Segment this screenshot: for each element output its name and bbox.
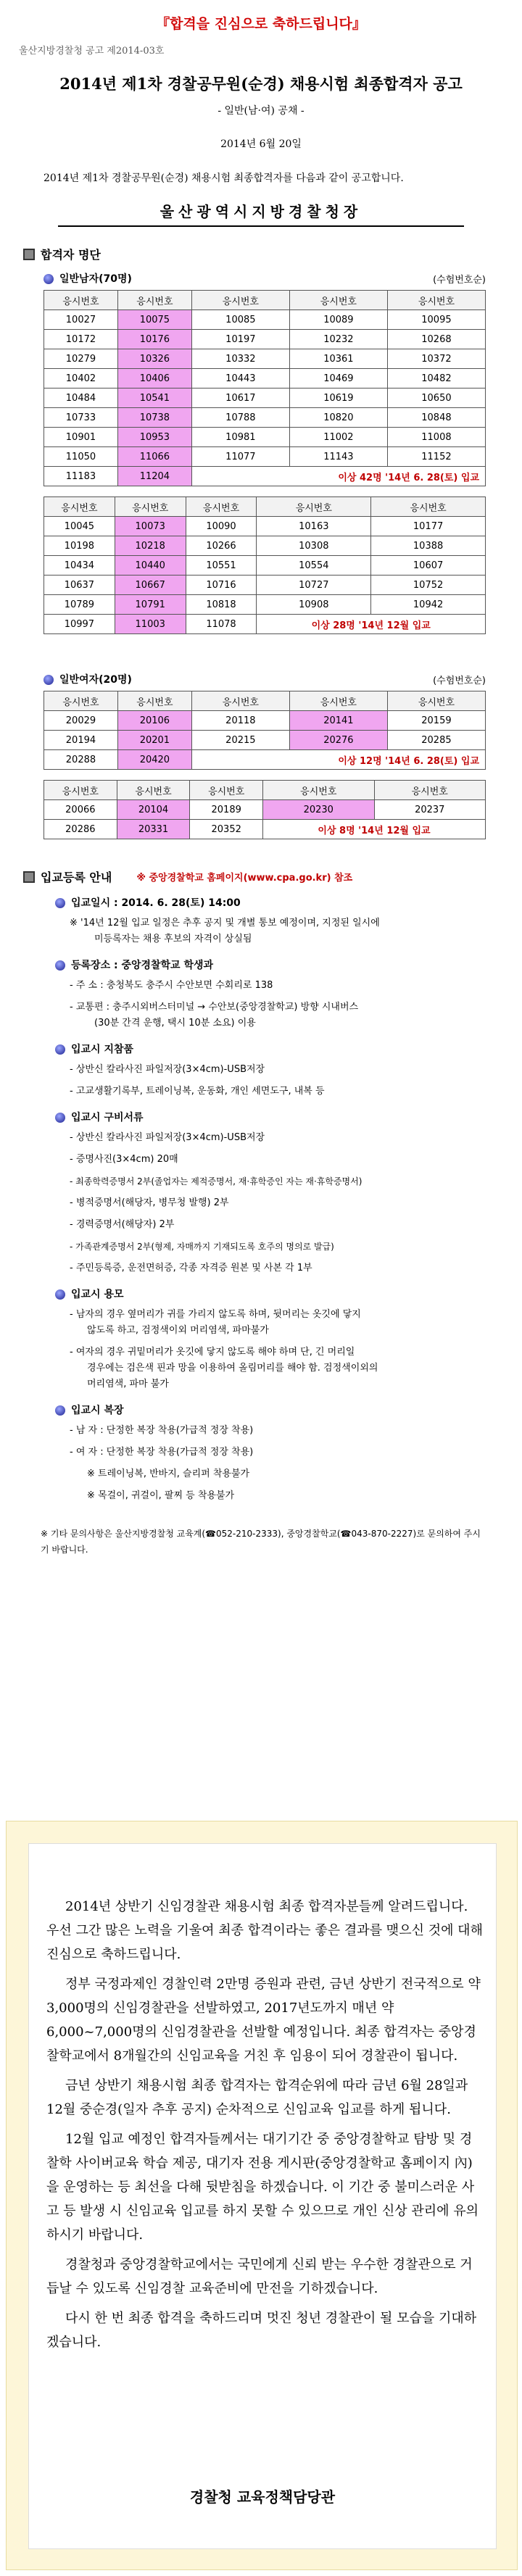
applicant-number-cell: 10027 [44,310,118,330]
applicant-number-cell: 20159 [387,711,485,731]
applicant-number-cell: 10440 [115,556,186,576]
letter-paper [28,1843,497,2549]
applicant-number-cell: 10176 [117,330,191,349]
column-header: 응시번호 [374,781,486,800]
dress-line: ※ 목걸이, 귀걸이, 팔찌 등 착용불가 [87,1490,235,1501]
document-number: 울산지방경찰청 공고 제2014-03호 [19,46,165,57]
docs-line: - 가족관계증명서 2부(형제, 자매까지 기재되도록 호주의 명의로 발급) [70,1242,334,1252]
checkbox-square-icon [23,249,35,260]
applicant-number-cell: 20331 [117,820,190,839]
applicant-number-cell: 10075 [117,310,191,330]
applicant-number-cell: 10942 [371,595,486,615]
applicant-number-cell: 10791 [115,595,186,615]
applicant-number-cell: 10218 [115,536,186,556]
applicant-number-cell: 10551 [186,556,257,576]
applicant-number-cell: 10788 [191,408,289,428]
applicant-number-cell: 10406 [117,369,191,389]
table-row [44,389,486,408]
blue-bullet-icon [44,274,54,284]
applicant-number-cell: 20141 [289,711,387,731]
applicant-number-cell: 10953 [117,428,191,447]
applicant-number-cell: 11143 [289,447,387,467]
hair-line: 않도록 하고, 검정색이외 머리염색, 파마불가 [87,1325,269,1336]
order-note: (수험번호순) [433,675,486,686]
male-subheading [44,271,486,286]
applicant-number-cell: 10617 [191,389,289,408]
applicant-number-cell: 10484 [44,389,118,408]
table-row [44,536,486,556]
applicant-number-cell: 11008 [387,428,485,447]
applicant-number-cell: 10073 [115,517,186,536]
section-title: 합격자 명단 [41,248,101,262]
letter-paragraph: 정부 국정과제인 경찰인력 2만명 증원과 관련, 금년 상반기 전국적으로 약 3,000명의 신임경찰관을 선발하였고, 2017년도까지 매년 약 6,000~7,000명의 신임경찰관을 선발할 예정입니다. 최종 합격자는 중앙경찰학교에서 8개월간의 신임교육을 거친 후 임용이 되어 경찰관이 됩니다. [46,1977,481,2064]
docs-line: - 병적증명서(해당자, 병무청 발행) 2부 [70,1197,229,1208]
applicant-number-cell: 20285 [387,731,485,750]
applicant-number-cell: 11077 [191,447,289,467]
column-header: 응시번호 [44,691,118,711]
entry-schedule-note: 이상 8명 '14년 12월 입교 [263,820,486,839]
hair-line: - 남자의 경우 옆머리가 귀를 가리지 않도록 하며, 뒷머리는 옷깃에 닿지 [70,1309,361,1320]
column-header: 응시번호 [186,497,257,517]
column-header: 응시번호 [117,691,191,711]
column-header: 응시번호 [289,291,387,310]
applicant-number-cell: 10434 [44,556,115,576]
male-table-june [44,290,486,486]
applicant-number-cell: 10981 [191,428,289,447]
table-row [44,349,486,369]
applicant-number-cell: 10848 [387,408,485,428]
table-row [44,330,486,349]
applicant-number-cell: 11002 [289,428,387,447]
entry-transport: (30분 간격 운행, 택시 10분 소요) 이용 [94,1018,256,1029]
applicant-number-cell: 10752 [371,576,486,595]
order-note: (수험번호순) [433,274,486,286]
letter-paragraph: 다시 한 번 최종 합격을 축하드리며 멋진 청년 경찰관이 될 모습을 기대하겠습니다. [46,2311,477,2350]
applicant-number-cell: 10372 [387,349,485,369]
applicant-number-cell: 20029 [44,711,118,731]
applicant-number-cell: 20215 [191,731,289,750]
blue-bullet-icon [55,1289,65,1300]
homepage-note: ※ 중앙경찰학교 홈페이지(www.cpa.go.kr) 참조 [136,873,353,884]
applicant-number-cell: 20189 [190,800,263,820]
notice-subtitle: - 일반(남·여) 공채 - [218,105,304,117]
notice-title: 2014년 제1차 경찰공무원(순경) 채용시험 최종합격자 공고 [59,75,463,93]
applicant-number-cell: 10177 [371,517,486,536]
letter-paragraph: 금년 상반기 채용시험 최종 합격자는 합격순위에 따라 금년 6월 28일과 12월 중순경(일자 추후 공지) 순차적으로 신임교육 입교를 하게 됩니다. [46,2078,468,2117]
applicant-number-cell: 10554 [257,556,371,576]
dress-line: - 여 자 : 단정한 복장 착용(가급적 정장 착용) [70,1447,254,1458]
blue-bullet-icon [55,1405,65,1416]
message-letter [6,1821,518,2570]
female-subheading [44,672,486,686]
blue-bullet-icon [55,1044,65,1055]
table-row [44,800,486,820]
table-row [44,595,486,615]
applicant-number-cell: 10332 [191,349,289,369]
letter-paragraph: 2014년 상반기 신임경찰관 채용시험 최종 합격자분들께 알려드립니다. 우선 그간 많은 노력을 기울여 최종 합격이라는 좋은 결과를 맺으신 것에 대해 진심으로 축하드립니다. [46,1899,483,1962]
blue-bullet-icon [44,675,54,685]
applicant-number-cell: 10443 [191,369,289,389]
applicant-number-cell: 10482 [387,369,485,389]
applicant-number-cell: 10607 [371,556,486,576]
bring-line: - 상반신 칼라사진 파일저장(3×4cm)-USB저장 [70,1064,265,1075]
entry-date-item: 입교일시 : 2014. 6. 28(토) 14:00 [55,895,522,910]
applicant-number-cell: 20420 [117,750,191,770]
applicant-number-cell: 20230 [263,800,374,820]
column-header: 응시번호 [117,291,191,310]
applicant-number-cell: 11003 [115,615,186,634]
entry-date-note: 미등록자는 채용 후보의 자격이 상실됨 [94,934,252,944]
applicant-number-cell: 10818 [186,595,257,615]
applicant-number-cell: 11078 [186,615,257,634]
table-header-row [44,691,486,711]
table-row [44,711,486,731]
column-header: 응시번호 [263,781,374,800]
applicant-number-cell: 10469 [289,369,387,389]
female-table-june [44,691,486,770]
applicant-number-cell: 20066 [44,800,117,820]
letter-signature: 경찰청 교육정책담당관 [189,2488,336,2506]
applicant-number-cell: 20288 [44,750,118,770]
applicant-number-cell: 10619 [289,389,387,408]
entry-docs-item: 입교시 구비서류 [55,1110,522,1124]
congratulations-banner: 『합격을 진심으로 축하드립니다』 [156,16,366,32]
section-entry-heading [23,868,522,885]
hair-line: - 여자의 경우 귀밑머리가 옷깃에 닿지 않도록 해야 하며 단, 긴 머리일 [70,1347,355,1358]
table-row [44,428,486,447]
applicant-number-cell: 10908 [257,595,371,615]
section-title: 입교등록 안내 [41,871,112,884]
applicant-number-cell: 10232 [289,330,387,349]
notice-date: 2014년 6월 20일 [220,138,302,150]
table-header-row [44,497,486,517]
table-row [44,369,486,389]
applicant-number-cell: 20104 [117,800,190,820]
checkbox-square-icon [23,871,35,883]
letter-paragraph: 12월 입교 예정인 합격자들께서는 대기기간 중 중앙경찰학교 탐방 및 경찰학 사이버교육 학습 제공, 대기자 전용 게시판(중앙경찰학교 홈페이지 內)을 운영하는 등 최선을 다해 뒷받침을 하겠습니다. 이 기간 중 불미스러운 사고 등 발생 시 신임교육 입교를 하지 못할 수 있으므로 개인 신상 관리에 유의하시기 바랍니다. [46,2132,479,2243]
applicant-number-cell: 10163 [257,517,371,536]
applicant-number-cell: 10388 [371,536,486,556]
column-header: 응시번호 [117,781,190,800]
docs-line: - 주민등록증, 운전면허증, 각종 자격증 원본 및 사본 각 1부 [70,1263,312,1274]
applicant-number-cell: 20276 [289,731,387,750]
applicant-number-cell: 20201 [117,731,191,750]
dress-line: ※ 트레이닝복, 반바지, 슬리퍼 착용불가 [87,1468,250,1479]
docs-line: - 최종학력증명서 2부(졸업자는 제적증명서, 재·휴학증인 자는 재·휴학증명서) [70,1176,362,1187]
applicant-number-cell: 20352 [190,820,263,839]
hair-line: 경우에는 검은색 핀과 망을 이용하여 올림머리를 해야 함. 검정색이외의 [87,1363,378,1374]
column-header: 응시번호 [257,497,371,517]
table-row [44,517,486,536]
applicant-number-cell: 20118 [191,711,289,731]
applicant-number-cell: 11066 [117,447,191,467]
column-header: 응시번호 [387,291,485,310]
applicant-number-cell: 10637 [44,576,115,595]
table-row [44,615,486,634]
entry-schedule-note: 이상 12명 '14년 6. 28(토) 입교 [191,750,485,770]
table-row [44,556,486,576]
table-header-row [44,781,486,800]
applicant-number-cell: 10650 [387,389,485,408]
applicant-number-cell: 10820 [289,408,387,428]
applicant-number-cell: 10308 [257,536,371,556]
blue-bullet-icon [55,1113,65,1123]
entry-date-note: ※ '14년 12월 입교 일정은 추후 공지 및 개별 통보 예정이며, 지정된 일시에 [70,918,380,928]
applicant-number-cell: 20106 [117,711,191,731]
applicant-number-cell: 20237 [374,800,486,820]
letter-paragraph: 경찰청과 중앙경찰학교에서는 국민에게 신뢰 받는 우수한 경찰관으로 거듭날 수 있도록 신임경찰 교육준비에 만전을 기하겠습니다. [46,2257,473,2296]
column-header: 응시번호 [289,691,387,711]
entry-hair-item: 입교시 용모 [55,1287,522,1301]
section-passers-heading [23,246,522,262]
entry-address: - 주 소 : 충청북도 충주시 수안보면 수회리로 138 [70,980,273,991]
applicant-number-cell: 10197 [191,330,289,349]
applicant-number-cell: 10090 [186,517,257,536]
applicant-number-cell: 10085 [191,310,289,330]
applicant-number-cell: 10268 [387,330,485,349]
entry-bring-item: 입교시 지참품 [55,1042,522,1056]
bring-line: - 고교생활기록부, 트레이닝복, 운동화, 개인 세면도구, 내복 등 [70,1086,325,1097]
applicant-number-cell: 10541 [117,389,191,408]
entry-place-item: 등록장소 : 중앙경찰학교 학생과 [55,957,522,972]
applicant-number-cell: 10361 [289,349,387,369]
applicant-number-cell: 10733 [44,408,118,428]
column-header: 응시번호 [387,691,485,711]
entry-schedule-note: 이상 28명 '14년 12월 입교 [257,615,486,634]
applicant-number-cell: 10901 [44,428,118,447]
applicant-number-cell: 10095 [387,310,485,330]
applicant-number-cell: 10402 [44,369,118,389]
male-table-december [44,496,486,634]
hair-line: 머리염색, 파마 불가 [87,1379,169,1389]
docs-line: - 상반신 칼라사진 파일저장(3×4cm)-USB저장 [70,1132,265,1143]
contact-footer: ※ 기타 문의사항은 울산지방경찰청 교육계(☎052-210-2333), 중앙경찰학교(☎043-870-2227)로 문의하여 주시기 바랍니다. [41,1529,481,1555]
column-header: 응시번호 [115,497,186,517]
column-header: 응시번호 [191,691,289,711]
applicant-number-cell: 10738 [117,408,191,428]
blue-bullet-icon [55,960,65,971]
notice-intro: 2014년 제1차 경찰공무원(순경) 채용시험 최종합격자를 다음과 같이 공고합니다. [44,173,404,184]
column-header: 응시번호 [190,781,263,800]
column-header: 응시번호 [44,291,118,310]
female-table-december [44,780,486,839]
column-header: 응시번호 [191,291,289,310]
table-row [44,820,486,839]
table-row [44,576,486,595]
agency-name: 울산광역시지방경찰청장 [58,200,464,227]
applicant-number-cell: 10266 [186,536,257,556]
applicant-number-cell: 10045 [44,517,115,536]
applicant-number-cell: 10789 [44,595,115,615]
applicant-number-cell: 10198 [44,536,115,556]
applicant-number-cell: 10997 [44,615,115,634]
column-header: 응시번호 [371,497,486,517]
table-row [44,750,486,770]
entry-transport: - 교통편 : 충주시외버스터미널 → 수안보(중앙경찰학교) 방향 시내버스 [70,1002,359,1013]
applicant-number-cell: 10279 [44,349,118,369]
entry-schedule-note: 이상 42명 '14년 6. 28(토) 입교 [191,467,485,486]
applicant-number-cell: 10667 [115,576,186,595]
applicant-number-cell: 10326 [117,349,191,369]
table-row [44,731,486,750]
applicant-number-cell: 11183 [44,467,118,486]
entry-dress-item: 입교시 복장 [55,1403,522,1417]
applicant-number-cell: 10089 [289,310,387,330]
table-row [44,310,486,330]
applicant-number-cell: 11152 [387,447,485,467]
blue-bullet-icon [55,898,65,908]
male-label: 일반남자(70명) [59,273,132,285]
applicant-number-cell: 10172 [44,330,118,349]
column-header: 응시번호 [44,497,115,517]
dress-line: - 남 자 : 단정한 복장 착용(가급적 정장 착용) [70,1425,254,1436]
table-row [44,467,486,486]
female-label: 일반여자(20명) [59,674,132,686]
column-header: 응시번호 [44,781,117,800]
applicant-number-cell: 11204 [117,467,191,486]
table-row [44,408,486,428]
docs-line: - 경력증명서(해당자) 2부 [70,1219,175,1230]
docs-line: - 증명사진(3×4cm) 20매 [70,1154,178,1165]
applicant-number-cell: 20194 [44,731,118,750]
applicant-number-cell: 10716 [186,576,257,595]
applicant-number-cell: 20286 [44,820,117,839]
applicant-number-cell: 11050 [44,447,118,467]
table-header-row [44,291,486,310]
table-row [44,447,486,467]
applicant-number-cell: 10727 [257,576,371,595]
